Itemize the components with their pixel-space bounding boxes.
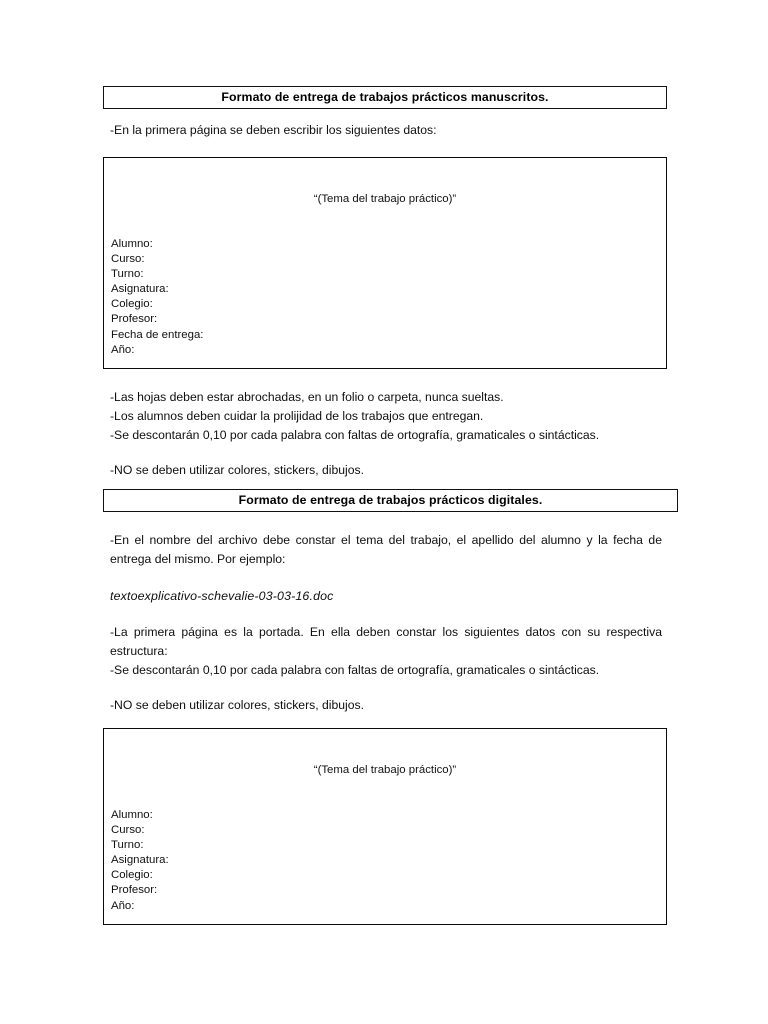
field-fecha-de-entrega: Fecha de entrega: bbox=[111, 328, 204, 341]
example-filename: textoexplicativo-schevalie-03-03-16.doc bbox=[110, 589, 334, 603]
field-curso: Curso: bbox=[111, 253, 145, 266]
field-colegio: Colegio: bbox=[111, 298, 153, 311]
field-asignatura: Asignatura: bbox=[111, 854, 169, 867]
section-heading-digitales-text: Formato de entrega de trabajos prácticos digitales. bbox=[238, 492, 543, 507]
field-profesor: Profesor: bbox=[111, 313, 158, 326]
field-asignatura: Asignatura: bbox=[111, 283, 169, 296]
field-alumno: Alumno: bbox=[111, 809, 153, 821]
field-curso: Curso: bbox=[111, 824, 145, 837]
section-heading-digitales bbox=[103, 489, 678, 512]
section-heading-manuscritos bbox=[103, 86, 667, 109]
rule-manuscritos-3: -Se descontarán 0,10 por cada palabra con faltas de ortografía, gramaticales o sintácticas. bbox=[110, 428, 600, 442]
tema-placeholder-manuscritos: “(Tema del trabajo práctico)” bbox=[313, 193, 457, 205]
rule-digitales-1: -La primera página es la portada. En ella deben constar los siguientes datos con su respectiva estructura: bbox=[110, 625, 662, 659]
field-ano: Año: bbox=[111, 899, 135, 912]
cover-fields-manuscritos bbox=[111, 237, 203, 358]
field-profesor: Profesor: bbox=[111, 884, 158, 897]
intro-text-digitales: -En el nombre del archivo debe constar el tema del trabajo, el apellido del alumno y la fecha de entrega del mismo. Por ejemplo: bbox=[110, 533, 662, 567]
cover-fields-digitales bbox=[111, 808, 169, 914]
tema-placeholder-digitales: “(Tema del trabajo práctico)” bbox=[313, 764, 457, 776]
rule-manuscritos-2: -Los alumnos deben cuidar la prolijidad de los trabajos que entregan. bbox=[110, 409, 484, 423]
field-ano: Año: bbox=[111, 343, 135, 356]
cover-form-box-manuscritos bbox=[103, 157, 667, 369]
field-turno: Turno: bbox=[111, 839, 144, 852]
field-colegio: Colegio: bbox=[111, 869, 153, 882]
rule-digitales-3: -NO se deben utilizar colores, stickers, dibujos. bbox=[110, 698, 365, 712]
field-alumno: Alumno: bbox=[111, 238, 153, 250]
rule-manuscritos-4: -NO se deben utilizar colores, stickers, dibujos. bbox=[110, 463, 365, 477]
cover-form-box-digitales bbox=[103, 728, 667, 925]
section-heading-manuscritos-text: Formato de entrega de trabajos prácticos manuscritos. bbox=[221, 89, 549, 104]
intro-text-manuscritos: -En la primera página se deben escribir los siguientes datos: bbox=[110, 123, 437, 137]
rule-digitales-2: -Se descontarán 0,10 por cada palabra con faltas de ortografía, gramaticales o sintácticas. bbox=[110, 663, 600, 677]
rule-manuscritos-1: -Las hojas deben estar abrochadas, en un folio o carpeta, nunca sueltas. bbox=[110, 390, 504, 404]
field-turno: Turno: bbox=[111, 268, 144, 281]
